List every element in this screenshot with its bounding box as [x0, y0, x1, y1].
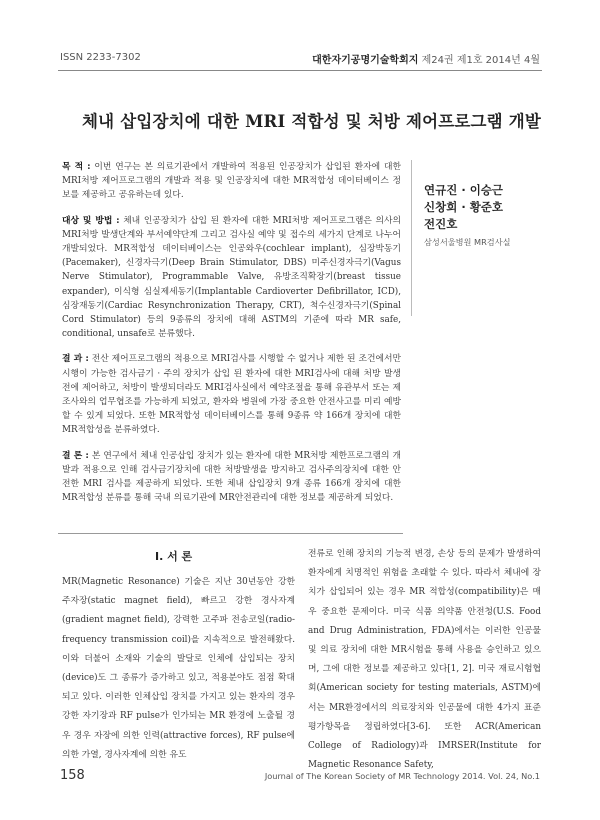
- author-divider: [411, 160, 412, 316]
- author-line: 연규진 · 이승근: [424, 183, 504, 197]
- methods-label: 대상 및 방법 :: [62, 215, 120, 226]
- paper-title: 체내 삽입장치에 대한 MRI 적합성 및 처방 제어프로그램 개발: [82, 112, 542, 131]
- results-label: 결 과 :: [62, 354, 89, 365]
- author-line: 신창희 · 황준호: [424, 200, 504, 214]
- header-rule: [58, 70, 542, 71]
- abstract-rule: [58, 533, 403, 534]
- abstract-results: [62, 352, 401, 437]
- journal-header: [312, 51, 540, 66]
- abstract-methods: [62, 214, 401, 342]
- page-number: 158: [60, 768, 85, 783]
- abstract-purpose: [62, 160, 401, 203]
- abstract-conclusion: [62, 449, 401, 506]
- purpose-text: 이번 연구는 본 의료기관에서 개발하여 적용된 인공장치가 삽입된 환자에 대한 MRI처방 제어프로그램의 개발과 적용 및 인공장치에 대한 MR적합성 데이터베이스 정보를 제공하고 공유하는데 있다.: [62, 162, 401, 201]
- abstract: [62, 160, 401, 516]
- journal-name: 대한자기공명기술학회지: [312, 55, 419, 66]
- affiliation: 삼성서울병원 MR검사실: [424, 237, 511, 247]
- purpose-label: 목 적 :: [62, 162, 91, 172]
- footer-journal: Journal of The Korean Society of MR Technology 2014. Vol. 24, No.1: [264, 771, 540, 781]
- section-heading: Ⅰ. 서 론: [155, 550, 193, 563]
- journal-volume: 제24권 제1호 2014년 4월: [421, 55, 540, 66]
- author-list: [424, 182, 503, 233]
- issn: ISSN 2233-7302: [60, 52, 141, 63]
- body-column-right: 전류로 인해 장치의 기능적 변경, 손상 등의 문제가 발생하여 환자에게 치명적인 위험을 초래할 수 있다. 따라서 체내에 장치가 삽입되어 있는 경우 MR 적합성(compatibility)은 매우 중요한 문제이다. 미국 식품 의약품 안전청(U.S. Food and Drug Administration, FDA)에서는 이러한 인공물 및 의료 장치에 대한 MR시험을 통해 사용을 승인하고 있으며, 그에 대한 정보를 제공하고 있다[1, 2]. 미국 재료시험협회(American society for testing materials, ASTM)에서는 MR환경에서의 의료장치와 인공물에 대한 4가지 표준평가항목을 정립하였다[3-6]. 또한 ACR(American College of Radiology)과 IMRSER(Institute for Magnetic Resonance Safety,: [308, 549, 541, 771]
- conclusion-text: 본 연구에서 체내 인공삽입 장치가 있는 환자에 대한 MR처방 제한프로그램의 개발과 적용으로 인해 검사금기장치에 대한 처방발생을 방지하고 검사주의장치에 대한 안전한 MRI 검사를 제공하게 되었다. 또한 체내 삽입장치 9개 종류 166개 장치에 대한 MR적합성 분류를 통해 국내 의료기관에 MR안전관리에 대한 정보를 제공하게 되었다.: [62, 450, 402, 504]
- body-column-left: MR(Magnetic Resonance) 기술은 지난 30년동안 강한 주자장(static magnet field), 빠르고 강한 경사자계(gradient magnet field), 강력한 고주파 전송코일(radio-frequency transmission coil)을 지속적으로 발전해왔다. 이와 더불어 소재와 기술의 발달로 인체에 삽입되는 장치(device)도 그 종류가 증가하고 있고, 적용분야도 점점 확대되고 있다. 이러한 인체삽입 장치를 가지고 있는 환자의 경우 강한 자기장과 RF pulse가 인가되는 MR 환경에 노출될 경우 경우 자장에 의한 인력(attractive forces), RF pulse에 의한 가열, 경사자계에 의한 유도: [62, 577, 295, 760]
- author-line: 전진호: [424, 217, 458, 231]
- results-text: 전산 제어프로그램의 적용으로 MRI검사를 시행할 수 없거나 제한 된 조건에서만 시행이 가능한 검사금기 · 주의 장치가 삽입 된 환자에 대한 MRI검사에 대해 처방 발생 전에 제어하고, 처방이 발생되더라도 MRI검사실에서 예약조절을 통해 유관부서 또는 제조사와의 업무협조를 가능하게 되었고, 환자와 병원에 가장 중요한 안전사고를 미리 예방할 수 있게 되었다. 또한 MR적합성 데이터베이스를 통해 9종류 약 166개 장치에 대한 MR적합성을 분류하였다.: [62, 354, 402, 436]
- methods-text: 체내 인공장치가 삽입 된 환자에 대한 MRI처방 제어프로그램은 의사의 MRI처방 발생단계와 부서예약단계 그리고 검사실 예약 및 접수의 세가지 단계로 나누어 개발되었다. MR적합성 데이터베이스는 인공와우(cochlear implant), 심장박동기(Pacemaker), 신경자극기(Deep Brain Stimulator, DBS) 미주신경자극기(Vagus Nerve Stimulator), Programmable Valve, 유방조직확장기(breast tissue expander), 이식형 심실제세동기(Implantable Cardioverter Defibrillator, ICD), 심장재동기(Cardiac Resynchronization Therapy, CRT), 척수신경자극기(Spinal Cord Stimulator) 등의 9종류의 장치에 대해 ASTM의 기준에 따라 MR safe, conditional, unsafe로 분류했다.: [62, 215, 402, 340]
- conclusion-label: 결 론 :: [62, 450, 89, 461]
